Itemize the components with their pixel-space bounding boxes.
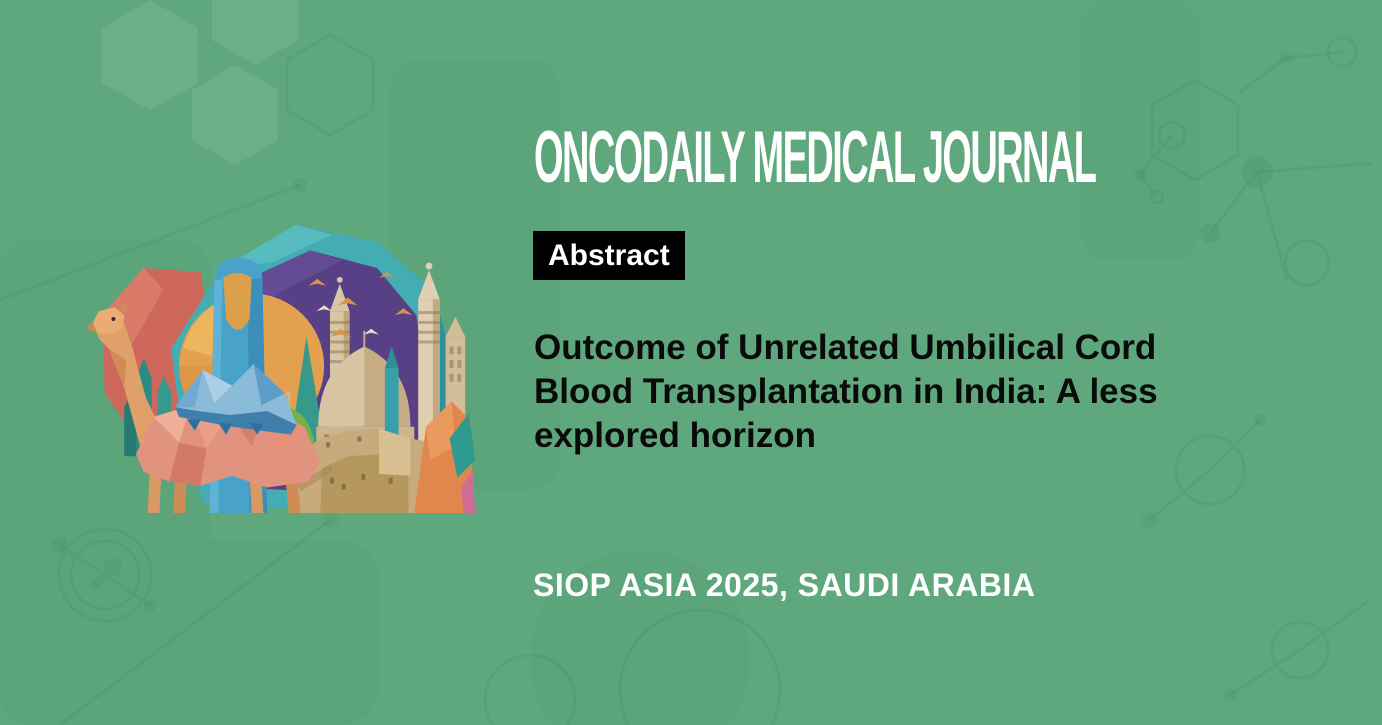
abstract-title-line-2: Blood Transplantation in India: A less bbox=[534, 372, 1158, 411]
abstract-title-line-3: explored horizon bbox=[534, 416, 816, 455]
abstract-badge: Abstract bbox=[533, 231, 685, 280]
journal-logo: ONCODAILY MEDICAL JOURNAL bbox=[534, 117, 1096, 198]
abstract-title bbox=[534, 326, 1234, 458]
event-name: SIOP ASIA 2025, SAUDI ARABIA bbox=[533, 567, 1036, 603]
abstract-title-line-1: Outcome of Unrelated Umbilical Cord bbox=[534, 328, 1157, 367]
